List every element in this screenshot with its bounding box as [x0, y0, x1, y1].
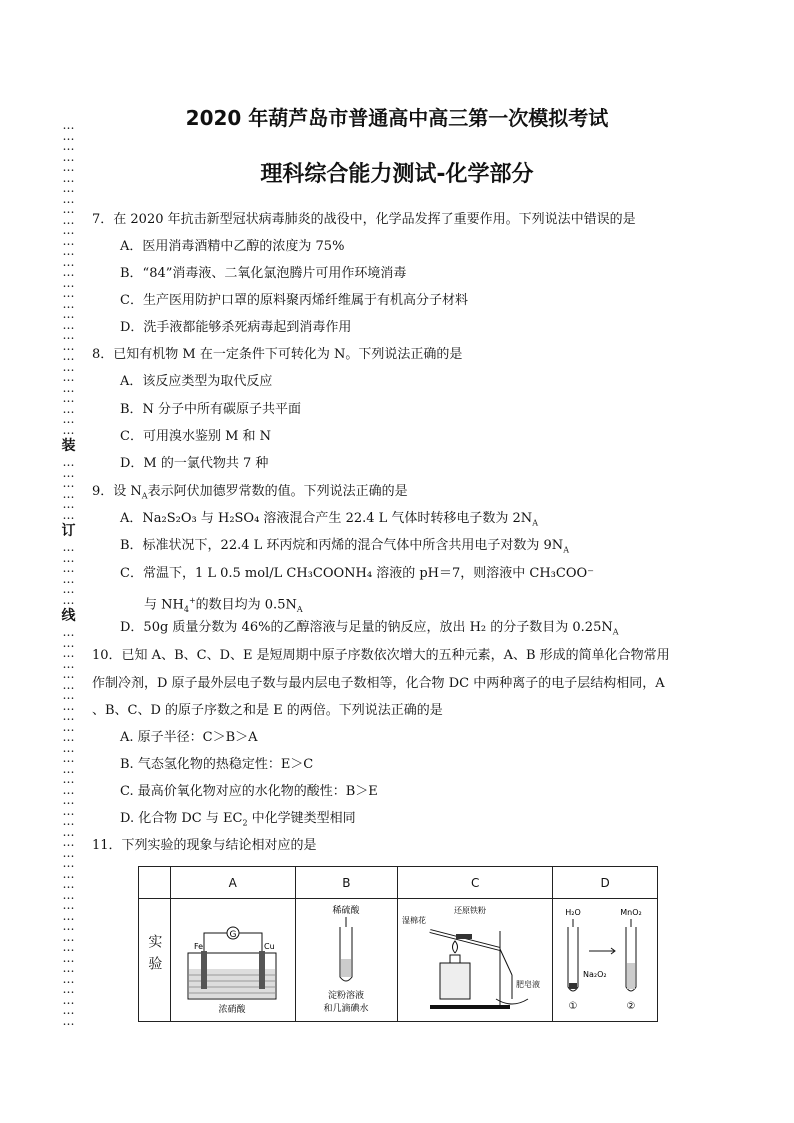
dilute-h2so4-label: 稀硫酸 — [332, 905, 360, 916]
q10-stem-line2: 作制冷剂，D 原子最外层电子数与最内层电子数相等，化合物 DC 中两种离子的电子层结构相同，A — [92, 676, 665, 691]
header-a: A — [170, 867, 295, 899]
header-d: D — [553, 867, 658, 899]
apparatus-b — [295, 899, 398, 1022]
q9-option-d: D．50g 质量分数为 46%的乙醇溶液与足量的钠反应，放出 H₂ 的分子数目为 $0.25N_A$ — [120, 620, 619, 637]
apparatus-c — [398, 899, 553, 1022]
galvanic-cell-diagram — [174, 901, 292, 1017]
reduced-iron-label: 还原铁粉 — [454, 905, 487, 915]
q10-option-c: C. 最高价氧化物对应的水化物的酸性：B＞E — [120, 784, 378, 799]
q8-option-b: B．N 分子中所有碳原子共平面 — [120, 402, 302, 417]
na2o2-water-diagram — [555, 901, 655, 1017]
q11-experiment-table — [138, 866, 658, 1022]
q8-option-c: C．可用溴水鉴别 M 和 N — [120, 429, 272, 444]
q9-option-b: B．标准状况下，22.4 L 环丙烷和丙烯的混合气体中所含共用电子对数为 $9N_A$ — [120, 538, 569, 555]
header-c: C — [398, 867, 553, 899]
exam-subtitle: 理科综合能力测试-化学部分 — [260, 162, 534, 187]
starch-solution-label: 淀粉溶液 — [328, 990, 365, 1001]
tube-2-label: ② — [626, 1000, 636, 1012]
conc-nitric-acid-label: 浓硝酸 — [218, 1004, 246, 1015]
q10-stem-line3: 、B、C、D 的原子序数之和是 E 的两倍。下列说法正确的是 — [92, 703, 443, 718]
binding-xian: 线 — [61, 608, 75, 624]
binding-zhuang: 装 — [61, 438, 75, 454]
q7-option-c: C．生产医用防护口罩的原料聚丙烯纤维属于有机高分子材料 — [120, 293, 468, 308]
q9-stem: 9．设 $N_A$表示阿伏加德罗常数的值。下列说法正确的是 — [92, 484, 408, 501]
fe-electrode-label: Fe — [193, 941, 203, 951]
mno2-label: MnO₂ — [620, 907, 642, 917]
q11-stem: 11．下列实验的现象与结论相对应的是 — [92, 838, 317, 853]
table-corner — [139, 867, 171, 899]
tube-1-label: ① — [568, 1000, 578, 1012]
q9-option-c-line2: 与 $NH_4^+$的数目均为 $0.5N_A$ — [144, 596, 303, 614]
q10-option-d: D. 化合物 DC 与 $EC_2$ 中化学键类型相同 — [120, 811, 356, 828]
binding-margin: … … … … … … … … … … … … … … … … … … … … … … … … … … … … … … 装 … … … … … … 订 … … … … … … 线 … … … … … … … … … … … … … … … … … … … … … … … … … … … … … … … … … … … … … … — [58, 120, 78, 1026]
q7-option-b: B．“84”消毒液、二氧化氯泡腾片可用作环境消毒 — [120, 266, 407, 281]
header-b: B — [295, 867, 398, 899]
q7-option-a: A．医用消毒酒精中乙醇的浓度为 75% — [120, 239, 345, 254]
test-tube-diagram — [298, 901, 394, 1017]
row-label-experiment: 实验 — [139, 899, 171, 1022]
q10-option-a: A. 原子半径：C＞B＞A — [120, 730, 258, 745]
q10-stem-line1: 10．已知 A、B、C、D、E 是短周期中原子序数依次增大的五种元素，A、B 形成的简单化合物常用 — [92, 648, 670, 663]
na2o2-label: Na₂O₂ — [583, 969, 607, 979]
binding-ding: 订 — [61, 523, 75, 539]
iron-steam-reaction-diagram — [400, 901, 550, 1017]
apparatus-a — [170, 899, 295, 1022]
water-label: H₂O — [565, 907, 581, 917]
q9-option-c-line1: C．常温下，1 L 0.5 mol/L CH₃COONH₄ 溶液的 pH＝7，则溶液中 CH₃COO⁻ — [120, 566, 595, 581]
apparatus-d — [553, 899, 658, 1022]
galvanometer-label: G — [229, 929, 237, 940]
soap-solution-label: 肥皂液 — [516, 979, 541, 989]
q8-stem: 8．已知有机物 M 在一定条件下可转化为 N。下列说法正确的是 — [92, 347, 463, 362]
q7-stem: 7．在 2020 年抗击新型冠状病毒肺炎的战役中，化学品发挥了重要作用。下列说法中错误的是 — [92, 212, 636, 227]
cu-electrode-label: Cu — [263, 941, 275, 951]
q8-option-a: A．该反应类型为取代反应 — [120, 374, 273, 389]
iodine-water-label: 和几滴碘水 — [323, 1003, 369, 1014]
wet-cotton-label: 湿棉花 — [402, 915, 427, 925]
exam-title: 2020 年葫芦岛市普通高中高三第一次模拟考试 — [185, 106, 609, 130]
q10-option-b: B. 气态氢化物的热稳定性：E＞C — [120, 757, 314, 772]
q7-option-d: D．洗手液都能够杀死病毒起到消毒作用 — [120, 320, 352, 335]
q8-option-d: D．M 的一氯代物共 7 种 — [120, 456, 269, 471]
q9-option-a: A．Na₂S₂O₃ 与 H₂SO₄ 溶液混合产生 22.4 L 气体时转移电子数为 $2N_A$ — [120, 511, 538, 528]
